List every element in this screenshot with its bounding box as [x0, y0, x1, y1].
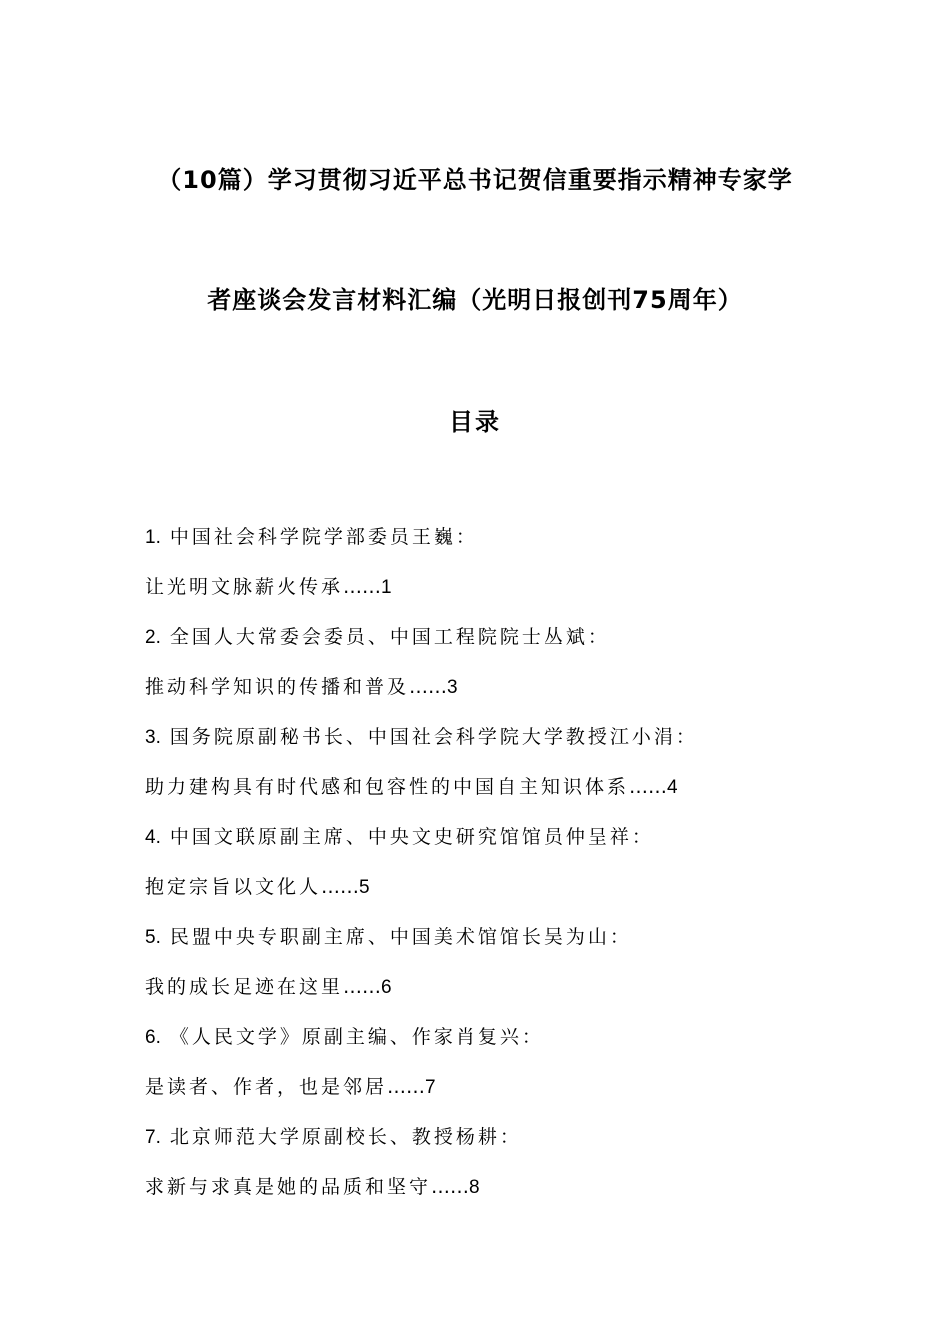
document-title-line-2: 者座谈会发言材料汇编（光明日报创刊75周年）: [207, 286, 743, 314]
toc-entry: [145, 522, 845, 622]
toc-page-number: 5: [359, 877, 370, 898]
toc-number: 2.: [145, 627, 161, 648]
toc-page-number: 7: [425, 1077, 436, 1098]
toc-topic-line: [145, 972, 845, 1022]
toc-speaker-line: [145, 822, 845, 872]
toc-topic-line: [145, 872, 845, 922]
toc-leader-dots: ……: [387, 1076, 426, 1098]
toc-entry: [145, 1022, 845, 1122]
toc-entry: [145, 1122, 845, 1222]
toc-leader-dots: ……: [321, 876, 360, 898]
toc-speaker: 中国文联原副主席、中央文史研究馆馆员仲呈祥：: [169, 826, 654, 848]
table-of-contents: [145, 522, 845, 1222]
toc-number: 6.: [145, 1027, 161, 1048]
toc-entry: [145, 822, 845, 922]
toc-page-number: 6: [381, 977, 392, 998]
toc-page-number: 1: [381, 577, 392, 598]
toc-page-number: 8: [469, 1177, 480, 1198]
toc-heading: 目录: [449, 408, 501, 436]
toc-speaker: 国务院原副秘书长、中国社会科学院大学教授江小涓：: [169, 726, 698, 748]
toc-entry: [145, 722, 845, 822]
toc-topic-line: [145, 1172, 845, 1222]
toc-speaker-line: [145, 622, 845, 672]
toc-number: 7.: [145, 1127, 161, 1148]
toc-speaker: 全国人大常委会委员、中国工程院院士丛斌：: [169, 626, 610, 648]
toc-speaker: 民盟中央专职副主席、中国美术馆馆长吴为山：: [169, 926, 632, 948]
toc-topic: 助力建构具有时代感和包容性的中国自主知识体系: [145, 776, 630, 798]
toc-leader-dots: ……: [343, 976, 382, 998]
toc-topic: 抱定宗旨以文化人: [145, 876, 322, 898]
toc-speaker: 《人民文学》原副主编、作家肖复兴：: [169, 1026, 544, 1048]
toc-number: 3.: [145, 727, 161, 748]
toc-page-number: 4: [667, 777, 678, 798]
toc-speaker: 中国社会科学院学部委员王巍：: [169, 526, 478, 548]
toc-entry: [145, 622, 845, 722]
toc-topic-line: [145, 672, 845, 722]
toc-topic: 推动科学知识的传播和普及: [145, 676, 410, 698]
toc-speaker-line: [145, 722, 845, 772]
toc-topic-line: [145, 572, 845, 622]
toc-topic-line: [145, 1072, 845, 1122]
toc-page-number: 3: [447, 677, 458, 698]
toc-number: 4.: [145, 827, 161, 848]
toc-topic-line: [145, 772, 845, 822]
toc-speaker-line: [145, 922, 845, 972]
toc-leader-dots: ……: [431, 1176, 470, 1198]
toc-leader-dots: ……: [409, 676, 448, 698]
toc-speaker: 北京师范大学原副校长、教授杨耕：: [169, 1126, 522, 1148]
toc-topic: 是读者、作者，也是邻居: [145, 1076, 388, 1098]
toc-speaker-line: [145, 1122, 845, 1172]
toc-number: 1.: [145, 527, 161, 548]
toc-topic: 求新与求真是她的品质和坚守: [145, 1176, 432, 1198]
document-title-line-1: （10篇）学习贯彻习近平总书记贺信重要指示精神专家学: [157, 166, 793, 194]
toc-speaker-line: [145, 522, 845, 572]
toc-entry: [145, 922, 845, 1022]
toc-number: 5.: [145, 927, 161, 948]
toc-leader-dots: ……: [629, 776, 668, 798]
toc-leader-dots: ……: [343, 576, 382, 598]
toc-topic: 让光明文脉薪火传承: [145, 576, 344, 598]
toc-topic: 我的成长足迹在这里: [145, 976, 344, 998]
toc-speaker-line: [145, 1022, 845, 1072]
